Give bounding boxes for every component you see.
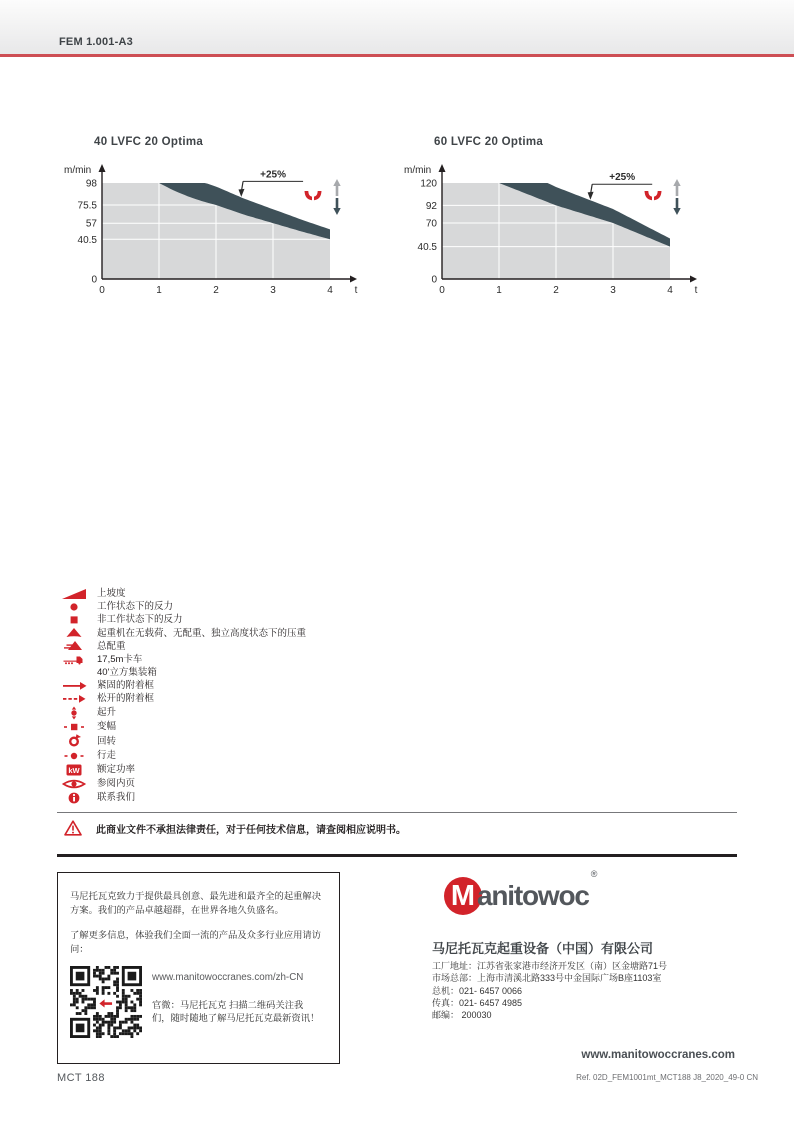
legend-label: 总配重 [97,640,126,652]
total-ballast-icon [57,640,91,652]
more-info-text: 了解更多信息，体验我们全面一流的产品及众多行业应用请访问： [70,930,322,954]
legend-label: 变幅 [97,721,117,733]
legend-label: 上坡度 [97,588,126,600]
svg-text:+25%: +25% [609,172,636,184]
svg-text:3: 3 [610,285,616,296]
speed-chart-svg [400,149,730,311]
trolley-icon [57,721,91,733]
legend-label: 工作状态下的反力 [97,601,174,613]
svg-text:+25%: +25% [260,169,287,181]
legend-item [57,778,677,790]
legend-label: 额定功率 [97,763,136,775]
website-link[interactable]: www.manitowoccranes.com [581,1049,735,1061]
divider-line-thick [57,854,737,857]
svg-text:1: 1 [496,285,502,296]
legend-label: 回转 [97,735,117,747]
legend-item [57,640,677,652]
hoist-icon [57,707,91,719]
svg-text:70: 70 [425,218,437,230]
svg-text:92: 92 [425,200,437,212]
chart-title: 40 LVFC 20 Optima [94,136,204,148]
chart-title: 60 LVFC 20 Optima [434,136,544,148]
svg-text:t: t [694,285,698,296]
qr-code [70,965,142,1039]
legend-item [57,750,677,762]
chart-40-lvfc-20 [60,136,400,311]
legend-label: 参阅内页 [97,778,136,790]
ramp-icon [57,588,91,600]
speed-chart-svg [60,149,390,311]
legend-item [57,707,677,719]
eye-icon [57,778,91,790]
legend-item [57,627,677,639]
svg-text:0: 0 [439,285,445,296]
symbol-legend [57,588,677,805]
svg-text:40.5: 40.5 [417,242,437,254]
svg-text:m/min: m/min [64,165,92,176]
legend-label: 松开的附着框 [97,693,155,704]
legend-item [57,680,677,692]
legend-item [57,721,677,733]
anchor-fixed-arrow-icon [57,680,91,692]
legend-item [57,614,677,626]
registered-mark: ® [590,869,597,879]
legend-label: 行走 [97,749,117,761]
legend-label: 联系我们 [97,792,136,804]
hook-up-down-icon [305,179,341,215]
svg-text:1: 1 [156,285,162,296]
svg-text:2: 2 [213,285,219,296]
company-promo-box [57,872,340,1064]
svg-text:kW: kW [68,765,80,775]
legend-label: 起升 [97,707,117,719]
website-zh-link[interactable]: www.manitowoccranes.com/zh-CN [152,972,304,983]
slew-icon [57,735,91,747]
legend-label: 40'立方集装箱 [97,666,157,678]
address-line: 总机：021- 6457 0066 [432,985,523,996]
divider-line [57,812,737,813]
reaction-out-of-service-icon [57,614,91,626]
svg-text:75.5: 75.5 [77,200,97,212]
legend-item [57,792,677,804]
reaction-in-service-icon [57,601,91,613]
promo-text: 马尼托瓦克致力于提供最具创意、最先进和最齐全的起重解决方案。我们的产品卓越超群，在世界各地久负盛名。 [70,891,322,915]
standard-code: FEM 1.001-A3 [59,36,133,48]
doc-code: MCT 188 [57,1072,105,1084]
address-line: 工厂地址：江苏省张家港市经济开发区（南）区金塘路71号 [432,961,668,971]
legend-label: 起重机在无载荷、无配重、独立高度状态下的压重 [97,627,307,639]
legend-item [57,601,677,613]
svg-text:m/min: m/min [404,165,432,176]
address-line: 邮编： 200030 [432,1010,492,1021]
legend-label: 非工作状态下的反力 [97,614,183,626]
rated-power-icon [57,764,91,776]
legend-item [57,588,677,600]
disclaimer [64,820,724,836]
svg-text:57: 57 [85,218,97,230]
legend-item [57,667,677,679]
crane-pressure-icon [57,627,91,639]
warning-triangle-icon [64,820,82,836]
svg-text:120: 120 [420,178,437,190]
legend-item [57,735,677,747]
svg-text:4: 4 [327,285,333,296]
legend-item [57,693,677,705]
anchor-released-arrow-icon [57,693,91,705]
company-address [432,960,667,1021]
svg-text:t: t [354,285,358,296]
company-name: 马尼托瓦克起重设备（中国）有限公司 [432,941,654,956]
svg-text:0: 0 [91,274,97,286]
svg-text:0: 0 [99,285,105,296]
page-header [0,0,794,57]
svg-text:98: 98 [85,178,97,190]
logo-wordmark: anitowoc® [477,869,597,911]
address-line: 市场总部：上海市清溪北路333号中金国际广场B座1103室 [432,973,662,984]
svg-text:2: 2 [553,285,559,296]
manitowoc-logo [444,869,597,915]
address-line: 传真：021- 6457 4985 [432,997,523,1008]
disclaimer-text: 此商业文件不承担法律责任，对于任何技术信息，请查阅相应说明书。 [96,824,406,836]
svg-text:40.5: 40.5 [77,234,97,246]
chart-60-lvfc-20 [400,136,740,311]
legend-label: 17,5m卡车 [97,653,143,665]
svg-text:0: 0 [431,274,437,286]
document-ref: Ref. 02D_FEM1001mt_MCT188 J8_2020_49-0 CN [576,1073,758,1082]
svg-text:4: 4 [667,285,673,296]
legend-item [57,653,677,665]
travel-icon [57,750,91,762]
legend-label: 紧固的附着框 [97,679,155,691]
legend-item [57,764,677,776]
contact-info-icon [57,792,91,804]
svg-text:3: 3 [270,285,276,296]
none [57,667,91,679]
truck-icon [57,653,91,665]
weibo-text: 官微：马尼托瓦克 扫描二维码关注我们，随时随地了解马尼托瓦克最新资讯！ [152,1000,320,1023]
logo-m-circle: M [444,877,482,915]
